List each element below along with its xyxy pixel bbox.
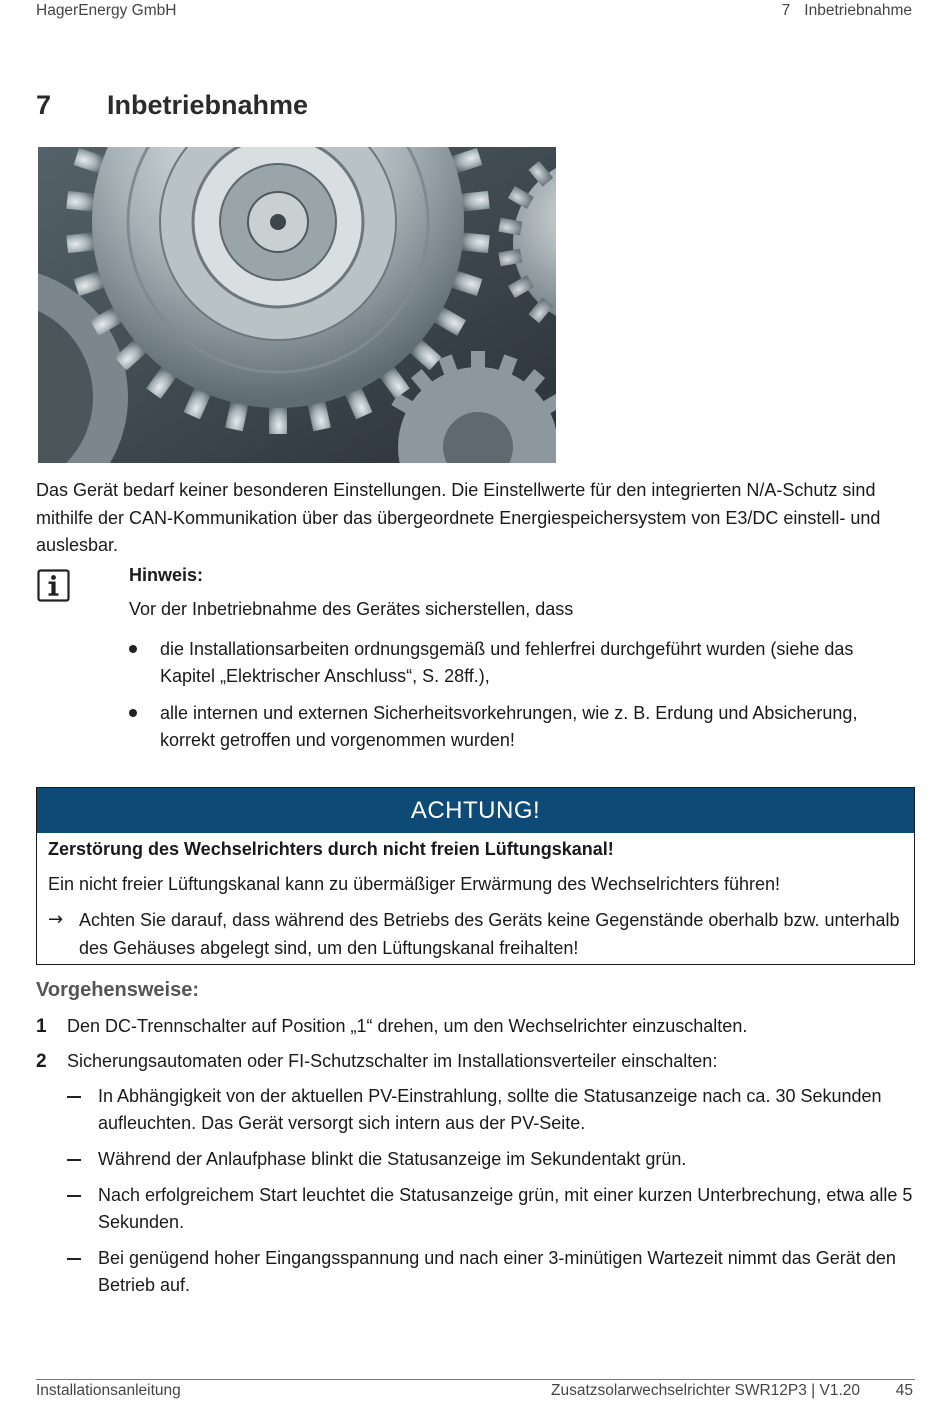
header-chapter: [782, 2, 912, 20]
step-item: [36, 1048, 916, 1075]
list-item: [67, 1083, 917, 1137]
gears-photo: [38, 147, 556, 463]
chapter-number: 7: [36, 90, 52, 120]
warning-title: Zerstörung des Wechselrichters durch nicht freien Lüftungskanal!: [48, 839, 614, 859]
dash-icon: [67, 1258, 81, 1260]
page-header: [36, 2, 912, 22]
substep-text: In Abhängigkeit von der aktuellen PV-Einstrahlung, sollte die Statusanzeige nach ca. 30 Sekunden aufleuchten. Das Gerät versorgt sich intern aus der PV-Seite.: [98, 1086, 882, 1133]
procedure-steps: [36, 1013, 916, 1083]
warning-box: [36, 787, 915, 965]
chapter-title: [36, 90, 308, 121]
page-number: 45: [895, 1382, 913, 1399]
warning-label: ACHTUNG!: [37, 788, 914, 833]
list-item: [67, 1146, 917, 1173]
list-item: [129, 700, 889, 754]
list-item: [67, 1245, 917, 1299]
substep-text: Während der Anlaufphase blinkt die Statusanzeige im Sekundentakt grün.: [98, 1149, 687, 1169]
info-icon: [37, 569, 70, 602]
header-chapter-number: 7: [781, 2, 791, 19]
footer-doc-title: Zusatzsolarwechselrichter SWR12P3 | V1.20: [551, 1382, 860, 1399]
dash-icon: [67, 1195, 81, 1197]
header-chapter-name: Inbetriebnahme: [804, 2, 912, 19]
arrow-right-icon: →: [48, 909, 64, 930]
bullet-icon: [129, 709, 137, 717]
note-bullet-list: [129, 636, 889, 764]
dash-icon: [67, 1159, 81, 1161]
warning-action: [48, 906, 908, 962]
note-title: Hinweis:: [129, 565, 204, 585]
substep-text: Bei genügend hoher Eingangsspannung und nach einer 3-minütigen Wartezeit nimmt das Gerät den Betrieb auf.: [98, 1248, 896, 1295]
bullet-icon: [129, 645, 137, 653]
footer-doc-type: Installationsanleitung: [36, 1382, 181, 1399]
footer-divider: [36, 1379, 915, 1380]
warning-action-text: Achten Sie darauf, dass während des Betriebs des Geräts keine Gegenstände oberhalb bzw. unterhalb des Gehäuses abgelegt sind, um den Lüftungskanal freihalten!: [79, 910, 900, 958]
substep-text: Nach erfolgreichem Start leuchtet die Statusanzeige grün, mit einer kurzen Unterbrechung, etwa alle 5 Sekunden.: [98, 1185, 913, 1232]
procedure-title: Vorgehensweise:: [36, 979, 200, 1001]
warning-text: Ein nicht freier Lüftungskanal kann zu übermäßiger Erwärmung des Wechselrichters führen!: [48, 874, 781, 894]
substep-list: [67, 1083, 917, 1308]
step-text: Sicherungsautomaten oder FI-Schutzschalter im Installationsverteiler einschalten:: [67, 1051, 718, 1071]
bullet-text: alle internen und externen Sicherheitsvorkehrungen, wie z. B. Erdung und Absicherung, korrekt getroffen und vorgenommen wurden!: [160, 703, 858, 750]
dash-icon: [67, 1096, 81, 1098]
list-item: [67, 1182, 917, 1236]
note-text: Vor der Inbetriebnahme des Gerätes sicherstellen, dass: [129, 599, 574, 619]
step-item: [36, 1013, 916, 1040]
step-number: 2: [36, 1051, 47, 1072]
header-company: HagerEnergy GmbH: [36, 2, 177, 19]
gears-illustration: [38, 147, 556, 463]
chapter-name: Inbetriebnahme: [107, 90, 309, 120]
bullet-text: die Installationsarbeiten ordnungsgemäß und fehlerfrei durchgeführt wurden (siehe das Kapitel „Elektrischer Anschluss“, S. 28ff.),: [160, 639, 854, 686]
step-text: Den DC-Trennschalter auf Position „1“ drehen, um den Wechselrichter einzuschalten.: [67, 1016, 748, 1036]
step-number: 1: [36, 1016, 47, 1037]
intro-paragraph: Das Gerät bedarf keiner besonderen Einstellungen. Die Einstellwerte für den integrierten N/A-Schutz sind mithilfe der CAN-Kommunikation über das übergeordnete Energiespeichersystem von E3/DC einstell- und auslesbar.: [36, 480, 881, 555]
list-item: [129, 636, 889, 690]
